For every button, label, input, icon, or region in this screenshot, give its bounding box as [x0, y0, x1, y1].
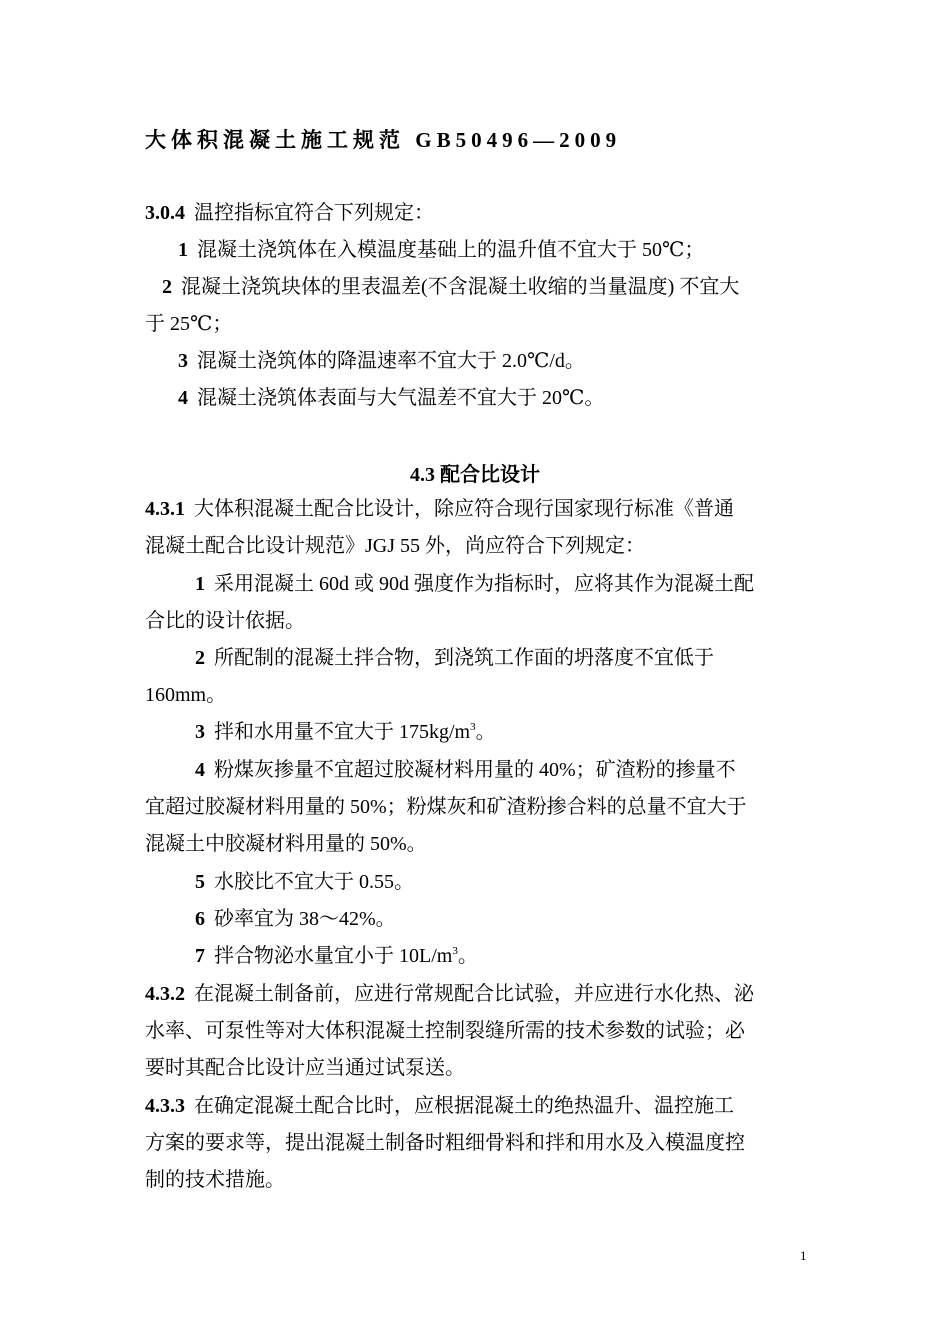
- clause-number: 4.3.3: [145, 1095, 185, 1117]
- item-text: 混凝土浇筑体的降温速率不宜大于 2.0℃/d。: [197, 350, 585, 372]
- clause-number: 3.0.4: [145, 202, 185, 224]
- item-text: 混凝土浇筑体在入模温度基础上的温升值不宜大于 50℃；: [197, 239, 705, 261]
- clause-text-line: 混凝土配合比设计规范》JGJ 55 外，尚应符合下列规定：: [145, 535, 646, 557]
- list-item: [195, 906, 396, 932]
- clause-4-3-2: [145, 981, 754, 1007]
- list-item-continuation: 于 25℃；: [145, 313, 233, 335]
- item-text: 采用混凝土 60d 或 90d 强度作为指标时，应将其作为混凝土配: [214, 573, 754, 595]
- clause-text-line: 制的技术措施。: [145, 1169, 285, 1191]
- clause-number: 4.3.1: [145, 498, 185, 520]
- item-text: 所配制的混凝土拌合物，到浇筑工作面的坍落度不宜低于: [214, 647, 714, 669]
- clause-4-3-1: [145, 496, 734, 522]
- item-number: 2: [195, 647, 205, 669]
- item-text: 混凝土浇筑块体的里表温差(不含混凝土收缩的当量温度) 不宜大: [181, 276, 740, 298]
- item-text: 拌和水用量不宜大于 175kg/m: [214, 721, 471, 743]
- item-text: 混凝土浇筑体表面与大气温差不宜大于 20℃。: [197, 387, 605, 409]
- clause-3-0-4: [145, 200, 434, 226]
- clause-text: 大体积混凝土配合比设计，除应符合现行国家现行标准《普通: [194, 498, 734, 520]
- item-number: 4: [195, 759, 205, 781]
- item-number: 1: [178, 239, 188, 261]
- item-number: 6: [195, 908, 205, 930]
- section-heading: 4.3 配合比设计: [410, 464, 540, 486]
- list-item: [178, 348, 585, 374]
- list-item-continuation: 合比的设计依据。: [145, 610, 305, 632]
- item-number: 3: [195, 721, 205, 743]
- list-item: [195, 645, 714, 671]
- list-item-continuation: 宜超过胶凝材料用量的 50%；粉煤灰和矿渣粉掺合料的总量不宜大于: [145, 796, 747, 818]
- list-item: [195, 869, 414, 895]
- list-item: [195, 943, 478, 969]
- clause-text: 温控指标宜符合下列规定：: [194, 202, 434, 224]
- list-item: [162, 274, 739, 300]
- clause-text-line: 水率、可泵性等对大体积混凝土控制裂缝所需的技术参数的试验；必: [145, 1020, 745, 1042]
- clause-number: 4.3.2: [145, 983, 185, 1005]
- list-item: [178, 237, 704, 263]
- list-item: [195, 719, 496, 745]
- item-text: 水胶比不宜大于 0.55。: [214, 871, 414, 893]
- item-text-tail: 。: [475, 721, 496, 743]
- clause-4-3-3: [145, 1093, 734, 1119]
- document-title: 大体积混凝土施工规范 GB50496—2009: [145, 128, 622, 152]
- superscript: 3: [452, 945, 458, 957]
- item-number: 7: [195, 945, 205, 967]
- list-item-continuation: 160mm。: [145, 684, 227, 706]
- clause-text-line: 要时其配合比设计应当通过试泵送。: [145, 1057, 465, 1079]
- superscript: 3: [470, 721, 476, 733]
- item-number: 5: [195, 871, 205, 893]
- item-number: 4: [178, 387, 188, 409]
- item-text: 砂率宜为 38～42%。: [214, 908, 396, 930]
- clause-text-line: 方案的要求等，提出混凝土制备时粗细骨料和拌和用水及入模温度控: [145, 1132, 745, 1154]
- item-number: 3: [178, 350, 188, 372]
- item-text-tail: 。: [457, 945, 478, 967]
- clause-text: 在混凝土制备前，应进行常规配合比试验，并应进行水化热、泌: [194, 983, 754, 1005]
- item-number: 1: [195, 573, 205, 595]
- list-item: [178, 385, 604, 411]
- item-text: 粉煤灰掺量不宜超过胶凝材料用量的 40%；矿渣粉的掺量不: [214, 759, 736, 781]
- list-item-continuation: 混凝土中胶凝材料用量的 50%。: [145, 833, 427, 855]
- list-item: [195, 571, 754, 597]
- item-number: 2: [162, 276, 172, 298]
- item-text: 拌合物泌水量宜小于 10L/m: [214, 945, 453, 967]
- clause-text: 在确定混凝土配合比时，应根据混凝土的绝热温升、温控施工: [194, 1095, 734, 1117]
- page-number: 1: [800, 1248, 807, 1263]
- list-item: [195, 757, 736, 783]
